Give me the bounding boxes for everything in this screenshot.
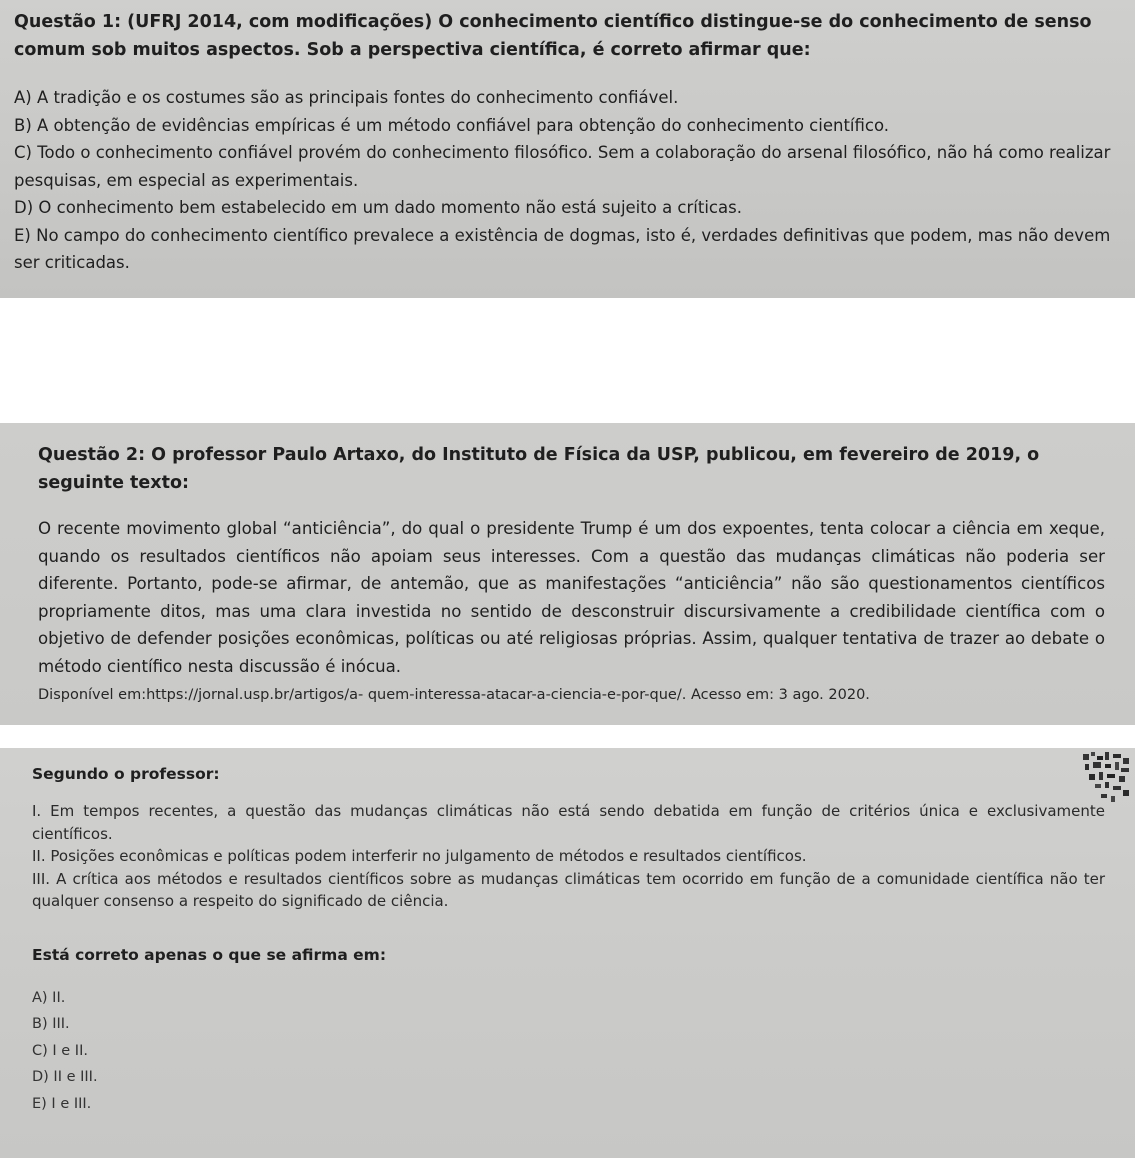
option-e[interactable]: E) No campo do conhecimento científico prevalece a existência de dogmas, isto é, verdades definitivas que podem, mas não devem ser criticadas. — [14, 225, 1111, 272]
statement-iii: III. A crítica aos métodos e resultados científicos sobre as mudanças climáticas tem ocorrido em função de a comunidade científica não ter qualquer consenso a respeito do significado de ciência. — [32, 869, 1105, 910]
option-b[interactable]: B) A obtenção de evidências empíricas é um método confiável para obtenção do conhecimento científico. — [14, 115, 890, 135]
alternative-a[interactable]: A) II. — [32, 989, 66, 1006]
alternative-c[interactable]: C) I e II. — [32, 1042, 88, 1059]
question-2-alternatives — [32, 985, 1105, 1118]
question-2-source: Disponível em:https://jornal.usp.br/artigos/a- quem-interessa-atacar-a-ciencia-e-por-que/. Acesso em: 3 ago. 2020. — [38, 686, 870, 703]
alternative-d[interactable]: D) II e III. — [32, 1069, 98, 1085]
statements-list — [32, 800, 1105, 913]
qr-code-fragment-icon — [1079, 750, 1131, 806]
question-2-passage: O recente movimento global “anticiência”, do qual o presidente Trump é um dos expoentes, tenta colocar a ciência em xeque, quando os resultados científicos não apoiam seus interesses. Com a questão das mudanças climáticas não poderia ser diferente. Portanto, pode-se afirmar, de antemão, que as manifestações “anticiência” não são questionamentos científicos propriamente ditos, mas uma clara investida no sentido de desconstruir discursivamente a credibilidade científica com o objetivo de defender posições econômicas, políticas ou até religiosas próprias. Assim, qualquer tentativa de trazer ao debate o método científico nesta discussão é inócua. — [38, 519, 1105, 676]
question-1-options — [14, 84, 1115, 277]
question-2-title: Questão 2: O professor Paulo Artaxo, do Instituto de Física da USP, publicou, em fevereiro de 2019, o seguinte texto: — [38, 445, 1040, 493]
alternative-b[interactable]: B) III. — [32, 1016, 70, 1032]
question-1-title: Questão 1: (UFRJ 2014, com modificações) O conhecimento científico distingue-se do conhecimento de senso comum sob muitos aspectos. Sob a perspectiva científica, é correto afirmar que: — [14, 12, 1092, 60]
statements-heading: Segundo o professor: — [32, 765, 220, 783]
option-d[interactable]: D) O conhecimento bem estabelecido em um dado momento não está sujeito a críticas. — [14, 198, 742, 217]
question-2-prompt: Está correto apenas o que se afirma em: — [32, 945, 387, 964]
option-c[interactable]: C) Todo o conhecimento confiável provém do conhecimento filosófico. Sem a colaboração do arsenal filosófico, não há como realizar pesquisas, em especial as experimentais. — [14, 143, 1111, 190]
question-1-panel — [0, 0, 1135, 298]
statement-i: I. Em tempos recentes, a questão das mudanças climáticas não está sendo debatida em função de critérios única e exclusivamente científicos. — [32, 802, 1105, 843]
question-2-panel — [0, 423, 1135, 725]
option-a[interactable]: A) A tradição e os costumes são as principais fontes do conhecimento confiável. — [14, 88, 679, 107]
question-2-continuation-panel — [0, 748, 1135, 1158]
statement-ii: II. Posições econômicas e políticas podem interferir no julgamento de métodos e resultados científicos. — [32, 847, 807, 865]
alternative-e[interactable]: E) I e III. — [32, 1095, 92, 1112]
